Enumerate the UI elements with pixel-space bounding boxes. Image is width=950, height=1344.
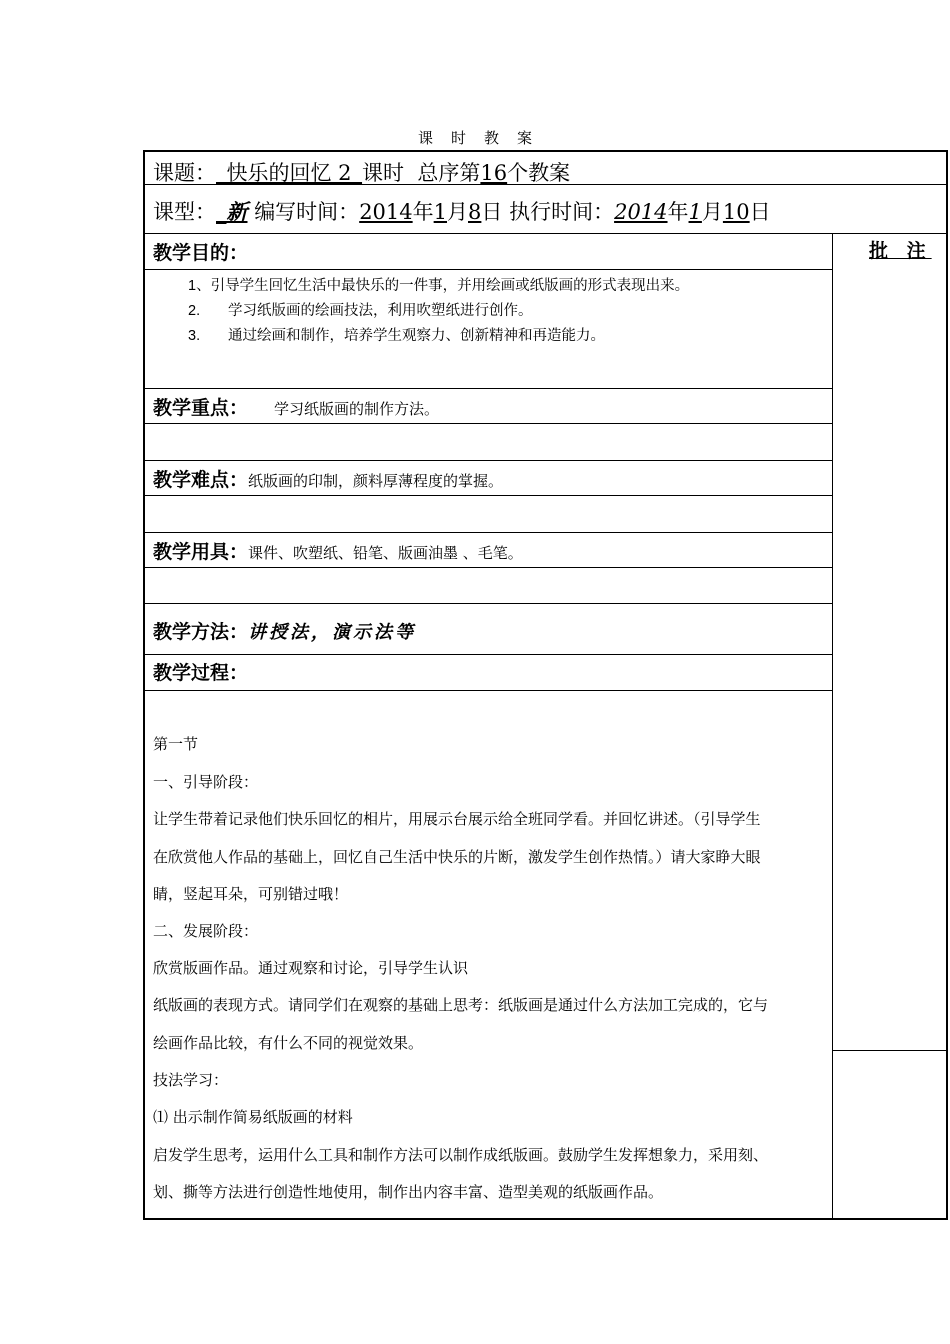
row-divider [143, 388, 833, 389]
write-year: 2014 [359, 200, 413, 224]
write-time-label: 编写时间： [254, 200, 360, 224]
row-divider [143, 603, 833, 604]
row-divider [143, 654, 833, 655]
difficulties-row [153, 465, 503, 492]
process-line: 欣赏版画作品。通过观察和讨论，引导学生认识 [153, 959, 469, 977]
exec-day: 10 [722, 200, 750, 224]
topic-value: _快乐的回忆 2_ [216, 161, 363, 185]
methods-row [153, 617, 416, 644]
objective-number: 2. [188, 303, 201, 319]
write-month: 1 [433, 200, 448, 224]
process-line: ⑴ 出示制作简易纸版画的材料 [153, 1108, 353, 1126]
year-char: 年 [412, 200, 434, 224]
title-char: 课 [417, 129, 433, 147]
write-day: 8 [468, 200, 482, 224]
type-label: 课型： [153, 200, 216, 224]
row-divider [143, 269, 833, 270]
row-divider [143, 567, 833, 568]
key-points-label: 教学重点： [153, 397, 249, 419]
notes-label: 批 注 [869, 240, 932, 262]
month-char: 月 [447, 200, 469, 224]
row-divider [143, 495, 833, 496]
methods-value: 讲授法，演示法等 [248, 622, 417, 643]
process-label: 教学过程： [153, 662, 249, 684]
notes-column-divider [832, 233, 833, 1220]
objective-item [188, 274, 689, 295]
difficulties-label: 教学难点： [153, 469, 249, 491]
process-line: 一、引导阶段： [153, 773, 259, 791]
title-char: 案 [517, 129, 533, 147]
tools-label: 教学用具： [153, 541, 249, 563]
document-title [0, 127, 950, 148]
difficulties-value: 纸版画的印制，颜料厚薄程度的掌握。 [248, 472, 504, 490]
seq-label: 总序第 [417, 161, 481, 185]
objective-text: 通过绘画和制作，培养学生观察力、创新精神和再造能力。 [228, 328, 605, 344]
row-divider [143, 532, 833, 533]
day-char: 日 [481, 200, 503, 224]
title-char: 教 [484, 129, 500, 147]
title-char: 时 [450, 129, 466, 147]
key-points-value: 学习纸版画的制作方法。 [274, 400, 440, 418]
year-char: 年 [667, 200, 689, 224]
process-line: 纸版画的表现方式。请同学们在观察的基础上思考：纸版画是通过什么方法加工完成的，它与 [153, 996, 769, 1014]
seq-value: 16 [480, 161, 508, 185]
methods-label: 教学方法： [153, 621, 249, 643]
process-line: 划、撕等方法进行创造性地使用，制作出内容丰富、造型美观的纸版画作品。 [153, 1183, 664, 1201]
exec-month: 1 [688, 200, 702, 224]
process-line: 二、发展阶段： [153, 922, 259, 940]
notes-divider [833, 1050, 948, 1051]
objectives-label: 教学目的： [153, 242, 249, 264]
row-divider [143, 460, 833, 461]
row-divider [143, 233, 948, 234]
process-line: 启发学生思考，运用什么工具和制作方法可以制作成纸版画。鼓励学生发挥想象力，采用刻、 [153, 1146, 769, 1164]
day-char: 日 [749, 200, 771, 224]
objective-number: 1、 [188, 278, 211, 294]
month-char: 月 [701, 200, 723, 224]
process-line: 睛，竖起耳朵，可别错过哦！ [153, 885, 349, 903]
row-divider [143, 690, 833, 691]
exec-year: 2014 [614, 200, 668, 224]
objective-number: 3. [188, 328, 201, 344]
row-divider [143, 423, 833, 424]
objective-item [188, 299, 533, 320]
tools-value: 课件、吹塑纸、铅笔、版画油墨 、毛笔。 [248, 544, 523, 562]
process-line: 在欣赏他人作品的基础上，回忆自己生活中快乐的片断，激发学生创作热情。）请大家睁大眼 [153, 848, 761, 866]
tools-row [153, 537, 523, 564]
process-line: 让学生带着记录他们快乐回忆的相片，用展示台展示给全班同学看。并回忆讲述。（引导学生 [153, 810, 761, 828]
objective-text: 学习纸版画的绘画技法，利用吹塑纸进行创作。 [228, 303, 533, 319]
period-label: 课时 [362, 161, 405, 185]
key-points-row [153, 393, 439, 420]
topic-label: 课题： [153, 161, 216, 185]
type-row [153, 196, 771, 226]
type-value: _新 [216, 199, 248, 224]
objective-text: 引导学生回忆生活中最快乐的一件事，并用绘画或纸版画的形式表现出来。 [210, 278, 690, 294]
exec-time-label: 执行时间： [509, 200, 615, 224]
process-line: 绘画作品比较，有什么不同的视觉效果。 [153, 1034, 424, 1052]
objective-item [188, 324, 605, 345]
seq-suffix: 个教案 [507, 161, 571, 185]
process-line: 第一节 [153, 735, 199, 753]
topic-row [153, 157, 570, 187]
process-line: 技法学习： [153, 1071, 229, 1089]
